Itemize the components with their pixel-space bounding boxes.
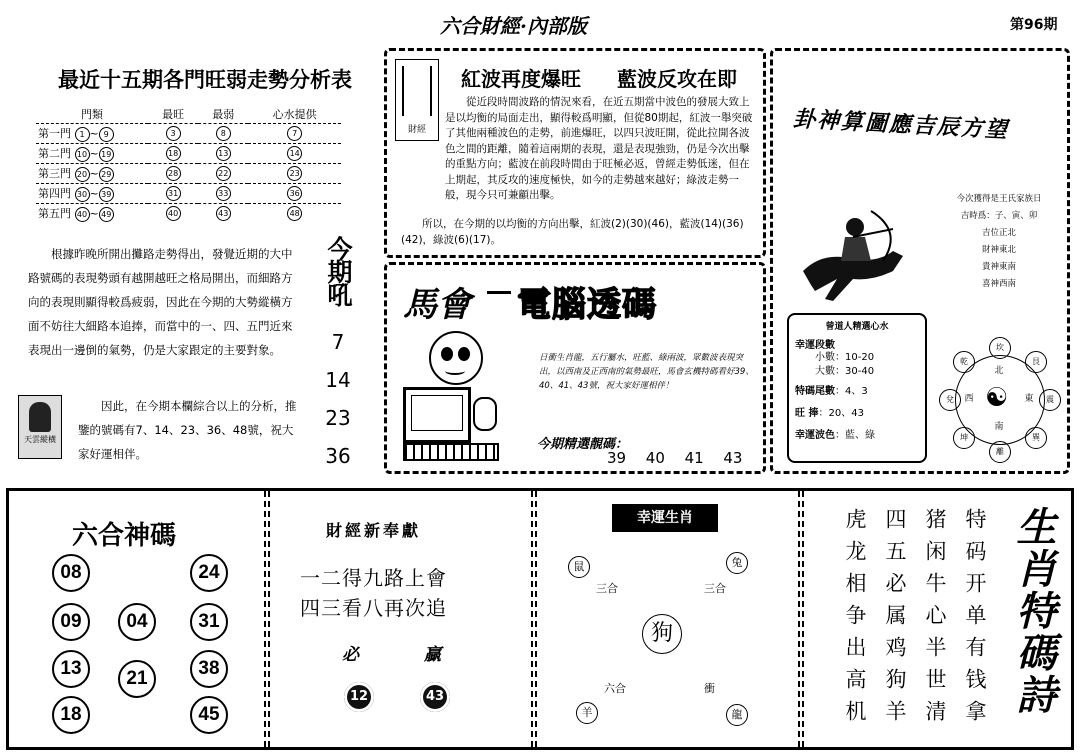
trend-table	[36, 104, 341, 223]
strong-value: 31	[166, 186, 181, 201]
weak-value: 8	[216, 126, 231, 141]
tip-value: 36	[287, 186, 302, 201]
horse-number: 40	[645, 449, 665, 467]
bagua-compass	[941, 341, 1059, 459]
trigram: 坤	[953, 427, 975, 449]
gift-line-2: 四三看八再次追	[300, 596, 447, 620]
gift-bi: 必	[342, 645, 359, 665]
bagua-center-icon: ☯	[985, 383, 1009, 413]
poem-columns	[840, 508, 1000, 738]
shen-ma-ball: 08	[52, 554, 90, 592]
trend-table-title: 最近十五期各門旺弱走勢分析表	[58, 67, 352, 92]
analysis-logo	[18, 395, 62, 459]
archer-horse-illustration	[793, 181, 923, 311]
table-row: 第三門 20 ~ 29 28 22 23	[36, 164, 341, 184]
col-tip: 心水提供	[272, 107, 317, 121]
tip-value: 7	[287, 126, 302, 141]
lucky-tail-label: 特碼尾數	[795, 386, 835, 397]
trigram: 巽	[1025, 427, 1047, 449]
gift-title: 財經新奉獻	[326, 521, 422, 540]
gate-label: 第五門	[38, 207, 71, 221]
trigram: 坎	[989, 337, 1011, 359]
zodiac-dragon: 龍	[726, 704, 748, 726]
god-line: 今次獲得是王氏家族日	[956, 194, 1042, 204]
gift-line-1: 一二得九路上會	[300, 566, 447, 590]
shen-ma-ball: 21	[118, 660, 156, 698]
lucky-big: 大數：30-40	[815, 366, 875, 377]
lucky-wang-label: 旺 捧	[795, 408, 819, 419]
shen-ma-title: 六合神碼	[72, 521, 177, 551]
lucky-box	[787, 313, 927, 463]
god-line: 喜神西南	[981, 279, 1016, 289]
god-line: 貴神東南	[981, 262, 1016, 272]
god-title: 卦神算圖應吉辰方望	[792, 105, 1010, 144]
logo-caption: 天雲縱橫	[24, 435, 56, 444]
dir-west: 西	[964, 394, 974, 404]
logo-figure-icon	[29, 402, 51, 432]
horse-title-swoosh	[487, 291, 511, 294]
weak-value: 22	[216, 166, 231, 181]
jinqi-number: 23	[325, 406, 351, 430]
zodiac-center-dog: 狗	[642, 614, 682, 654]
table-row: 第一門 1 ~ 9 3 8 7	[36, 124, 341, 144]
sanhe-label-left: 三合	[596, 582, 618, 595]
analysis-paragraph-2: 因此，在今期本欄綜合以上的分析，推鑒的號碼有7、14、23、36、48號，祝大家好運相伴。	[78, 399, 297, 461]
keyboard-icon	[403, 443, 499, 461]
sanhe-label-right: 三合	[704, 582, 726, 595]
masthead: 六合財經·內部版	[440, 14, 587, 38]
weak-value: 33	[216, 186, 231, 201]
wave-conclusion: 所以，在今期的以均衡的方向出擊，紅波(2)(30)(46)，藍波(14)(36)(42)，綠波(6)(17)。	[401, 218, 744, 246]
shen-ma-ball: 45	[190, 696, 228, 734]
lucky-section: 幸運段數	[795, 340, 835, 351]
dir-south: 南	[994, 422, 1004, 432]
horse-number: 41	[684, 449, 704, 467]
gate-label: 第一門	[38, 127, 71, 141]
poem-title: 生肖特碼詩	[1010, 506, 1057, 716]
hand-icon	[473, 397, 497, 431]
zodiac-rabbit: 兔	[726, 552, 748, 574]
table-header-row	[36, 104, 341, 124]
trigram: 艮	[1025, 351, 1047, 373]
zodiac-goat: 羊	[576, 702, 598, 724]
wave-box	[384, 48, 766, 258]
divider	[798, 491, 804, 747]
jinqi-numbers	[318, 330, 358, 482]
horse-title-left: 馬會	[403, 285, 471, 325]
cartoon-head-icon	[429, 331, 483, 385]
lucky-small: 小數：10-20	[815, 352, 875, 363]
shen-ma-ball: 13	[52, 650, 90, 688]
god-line: 吉時爲：子、寅、卯	[960, 211, 1038, 221]
divider	[264, 491, 270, 747]
col-gate: 門類	[81, 107, 103, 121]
god-lines	[929, 191, 1069, 293]
horse-numbers	[607, 449, 757, 467]
horse-number: 43	[723, 449, 743, 467]
strong-value: 3	[166, 126, 181, 141]
trigram: 震	[1039, 389, 1061, 411]
monitor-icon	[403, 387, 471, 443]
analysis-paragraph-1: 根據昨晚所開出攤路走勢得出，發覺近期的大中路號碼的表現勢頭有越開越旺之格局開出，而細路方向的表現則顯得較爲疲弱，因此在今期的大勢縱橫方面不妨往大細路本追捧，而當中的一、四、五門近來表現出一邊倒的氣勢，仍是大家跟定的主要對象。	[28, 247, 293, 357]
table-row: 第五門 40 ~ 49 40 43 48	[36, 204, 341, 224]
dir-north: 北	[994, 366, 1004, 376]
strong-value: 18	[166, 146, 181, 161]
god-line: 吉位正北	[981, 228, 1016, 238]
poem-column: 特码开单有钱拿	[963, 508, 987, 732]
shen-ma-ball: 24	[190, 554, 228, 592]
lucky-color-label: 幸運波色	[795, 430, 835, 441]
gift-ball: 43	[420, 682, 450, 712]
tip-value: 48	[287, 206, 302, 221]
dir-east: 東	[1024, 394, 1034, 404]
table-row: 第四門 30 ~ 39 31 33 36	[36, 184, 341, 204]
col-weak: 最弱	[212, 107, 235, 121]
wave-headline-1: 紅波再度爆旺	[461, 67, 581, 91]
poem-column: 虎龙相争出高机	[843, 508, 867, 732]
gate-label: 第三門	[38, 167, 71, 181]
gift-ball: 12	[344, 682, 374, 712]
god-line: 財神東北	[981, 245, 1016, 255]
stamp-text: 財經	[407, 125, 426, 135]
table-row: 第二門 10 ~ 19 18 13 14	[36, 144, 341, 164]
wave-stamp	[395, 59, 439, 141]
divider	[531, 491, 537, 747]
weak-value: 43	[216, 206, 231, 221]
gift-ying: 贏	[424, 645, 441, 665]
strong-value: 40	[166, 206, 181, 221]
strong-value: 28	[166, 166, 181, 181]
shen-ma-ball: 18	[52, 696, 90, 734]
shen-ma-ball: 04	[118, 603, 156, 641]
weak-value: 13	[216, 146, 231, 161]
jinqi-number: 14	[325, 368, 351, 392]
shen-ma-ball: 09	[52, 603, 90, 641]
wave-headline-2: 藍波反攻在即	[617, 67, 737, 91]
trigram: 離	[989, 441, 1011, 463]
liuhe-label: 六合	[604, 682, 626, 695]
horse-number: 39	[607, 449, 627, 467]
col-strong: 最旺	[162, 107, 185, 121]
tip-value: 14	[287, 146, 302, 161]
horse-body: 日衝生肖龍，五行屬水，旺藍、綠兩波，眾數波表現突出，以西南及正西南的氣勢最旺，馬會玄機特碼看好39、40、41、43號，祝大家好運相伴！	[539, 353, 754, 391]
horse-box	[384, 262, 766, 474]
jinqi-number: 36	[325, 444, 351, 468]
wave-body: 從近段時間波路的情況來看，在近五期當中波色的發展大致上是以均衡的局面走出，顯得較爲明顯，但從80期起，紅波一舉突破了其他兩種波色的走勢，前進爆旺，以四只波旺開，從此拉開各波色之間的距離，隨着這兩期的表現，還是表現強勁，仍是今次出擊的重點方向；藍波在前段時間由于旺極必返，曾經走勢低迷，但在上期起，其反攻的速度極快，如今的走勢越來越好；綠波走勢一般，現今只可兼顧出擊。	[445, 96, 753, 201]
stamp-lines-icon	[402, 66, 432, 116]
shen-ma-ball: 31	[190, 603, 228, 641]
lucky-tail: ：4、3	[835, 386, 868, 397]
gate-label: 第四門	[38, 187, 71, 201]
horse-title-right: 電腦透碼	[517, 285, 657, 325]
cartoon-computer-illustration	[403, 331, 523, 466]
issue-number: 第96期	[1010, 17, 1058, 33]
lucky-title: 曾道人精選心水	[825, 322, 889, 332]
jinqi-number: 7	[331, 330, 345, 354]
chong-label: 衝	[704, 682, 715, 695]
shen-ma-ball: 38	[190, 650, 228, 688]
horse-pick-label: 今期精選靚碼：	[537, 437, 629, 452]
poem-column: 四五必属鸡狗羊	[883, 508, 907, 732]
zodiac-title: 幸運生肖	[612, 504, 718, 532]
god-box	[770, 48, 1070, 474]
trigram: 兌	[939, 389, 961, 411]
tip-value: 23	[287, 166, 302, 181]
zodiac-rat: 鼠	[568, 556, 590, 578]
jinqi-title: 今期吼	[324, 236, 353, 305]
lucky-wang: ：20、43	[818, 408, 864, 419]
gate-label: 第二門	[38, 147, 71, 161]
trigram: 乾	[953, 351, 975, 373]
lucky-color: ：藍、綠	[835, 430, 875, 441]
poem-column: 猪闲牛心半世清	[923, 508, 947, 732]
